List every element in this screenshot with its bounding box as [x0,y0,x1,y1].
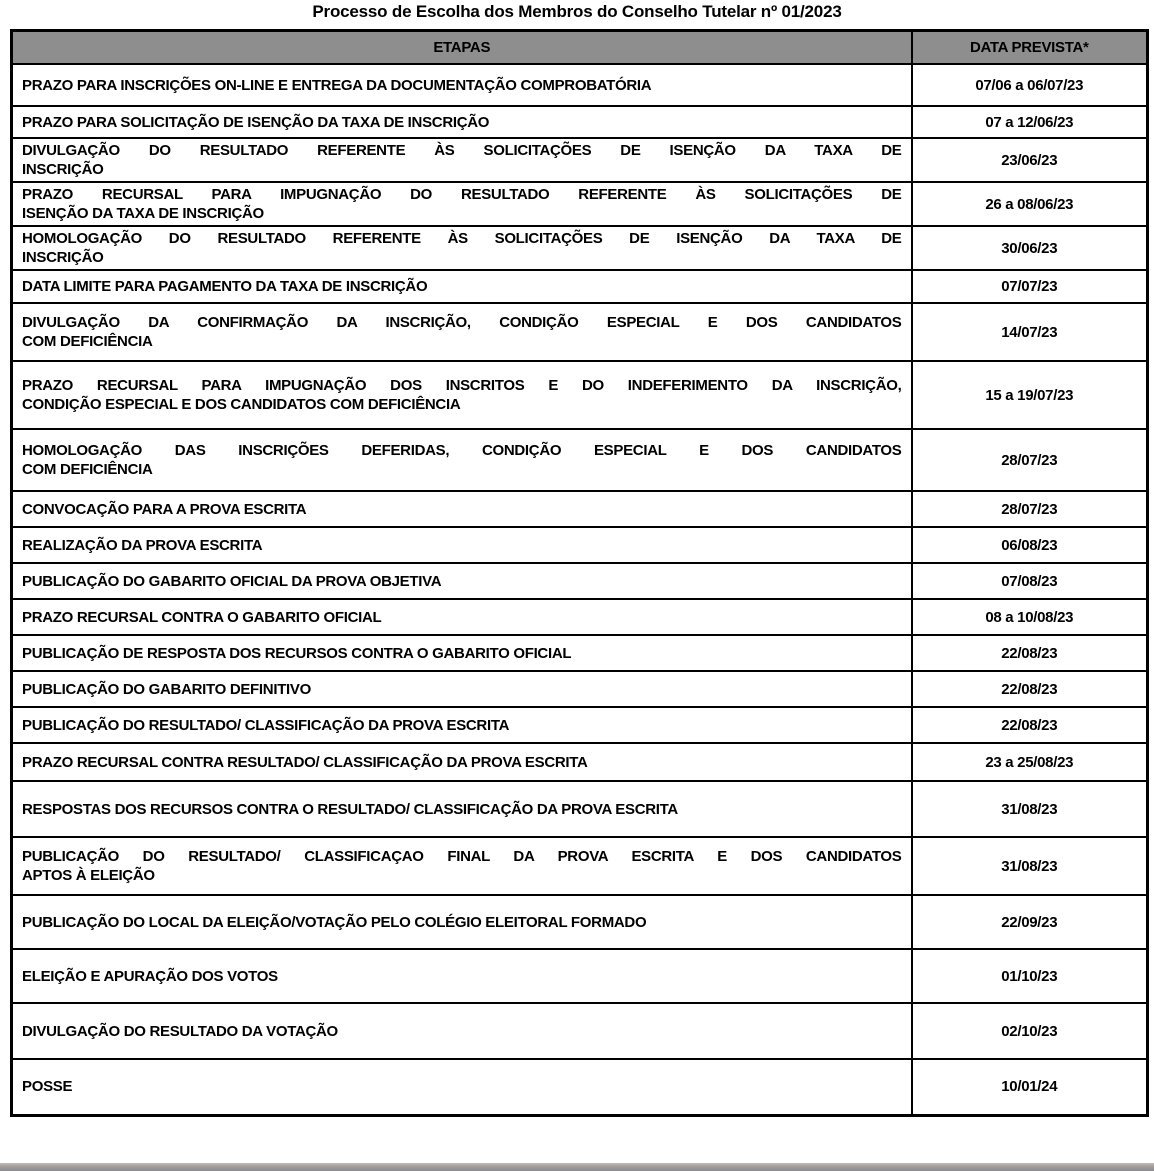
data-prevista-cell: 10/01/24 [912,1059,1148,1115]
etapa-text-line: PUBLICAÇÃO DO LOCAL DA ELEIÇÃO/VOTAÇÃO PELO COLÉGIO ELEITORAL FORMADO [22,913,647,931]
etapa-text-line: PUBLICAÇÃO DO GABARITO DEFINITIVO [22,680,311,698]
etapa-text-line: PUBLICAÇÃO DO GABARITO OFICIAL DA PROVA OBJETIVA [22,572,442,590]
etapa-cell [12,361,912,429]
table-row [12,1059,1148,1115]
data-prevista-cell: 22/08/23 [912,635,1148,671]
etapa-cell [12,226,912,270]
data-prevista-cell: 22/08/23 [912,671,1148,707]
data-prevista-cell: 22/09/23 [912,895,1148,949]
data-prevista-cell: 02/10/23 [912,1003,1148,1059]
etapa-cell [12,491,912,527]
schedule-table-body [12,64,1148,1115]
etapa-cell [12,671,912,707]
data-prevista-cell: 26 a 08/06/23 [912,182,1148,226]
etapa-cell [12,1059,912,1115]
data-prevista-cell: 31/08/23 [912,837,1148,895]
data-prevista-cell: 14/07/23 [912,303,1148,361]
etapa-text-line: APTOS À ELEIÇÃO [22,867,155,884]
etapa-text-line: CONVOCAÇÃO PARA A PROVA ESCRITA [22,500,307,518]
page-title: Processo de Escolha dos Membros do Conselho Tutelar nº 01/2023 [312,2,842,21]
etapa-cell [12,635,912,671]
etapa-text-line: PUBLICAÇÃO DE RESPOSTA DOS RECURSOS CONTRA O GABARITO OFICIAL [22,644,572,662]
etapa-cell [12,270,912,303]
data-prevista-cell: 28/07/23 [912,491,1148,527]
etapa-text-line: INSCRIÇÃO [22,161,104,178]
etapa-text-line: DIVULGAÇÃO DA CONFIRMAÇÃO DA INSCRIÇÃO, CONDIÇÃO ESPECIAL E DOS CANDIDATOS [22,314,902,331]
etapa-text-line: ISENÇÃO DA TAXA DE INSCRIÇÃO [22,205,264,222]
column-header-data-prevista: DATA PREVISTA* [912,31,1148,65]
table-row [12,707,1148,743]
etapa-cell [12,563,912,599]
etapa-text-line: HOMOLOGAÇÃO DAS INSCRIÇÕES DEFERIDAS, CONDIÇÃO ESPECIAL E DOS CANDIDATOS [22,442,902,459]
table-row [12,895,1148,949]
table-row [12,226,1148,270]
etapa-text-line: COM DEFICIÊNCIA [22,333,153,350]
etapa-text-line: DIVULGAÇÃO DO RESULTADO DA VOTAÇÃO [22,1022,338,1040]
etapa-cell [12,949,912,1003]
etapa-cell [12,707,912,743]
data-prevista-cell: 31/08/23 [912,781,1148,837]
etapa-text-line: HOMOLOGAÇÃO DO RESULTADO REFERENTE ÀS SOLICITAÇÕES DE ISENÇÃO DA TAXA DE [22,230,902,247]
etapa-text-line: PRAZO PARA SOLICITAÇÃO DE ISENÇÃO DA TAXA DE INSCRIÇÃO [22,113,490,131]
etapa-cell [12,429,912,491]
etapa-cell [12,303,912,361]
etapa-text-line: PUBLICAÇÃO DO RESULTADO/ CLASSIFICAÇAO FINAL DA PROVA ESCRITA E DOS CANDIDATOS [22,848,902,865]
data-prevista-cell: 07 a 12/06/23 [912,106,1148,138]
table-row [12,563,1148,599]
etapa-cell [12,1003,912,1059]
etapa-text-line: PRAZO RECURSAL CONTRA RESULTADO/ CLASSIFICAÇÃO DA PROVA ESCRITA [22,753,588,771]
etapa-cell [12,837,912,895]
data-prevista-cell: 06/08/23 [912,527,1148,563]
table-row [12,182,1148,226]
table-row [12,781,1148,837]
etapa-cell [12,599,912,635]
table-row [12,64,1148,106]
data-prevista-cell: 01/10/23 [912,949,1148,1003]
table-row [12,743,1148,781]
table-row [12,303,1148,361]
etapa-cell [12,895,912,949]
etapa-cell [12,138,912,182]
etapa-text-line: PRAZO RECURSAL PARA IMPUGNAÇÃO DOS INSCRITOS E DO INDEFERIMENTO DA INSCRIÇÃO, [22,377,902,394]
schedule-table [10,29,1149,1117]
column-header-etapas: ETAPAS [12,31,912,65]
etapa-text-line: PRAZO RECURSAL PARA IMPUGNAÇÃO DO RESULTADO REFERENTE ÀS SOLICITAÇÕES DE [22,186,902,203]
data-prevista-cell: 08 a 10/08/23 [912,599,1148,635]
etapa-text-line: PRAZO RECURSAL CONTRA O GABARITO OFICIAL [22,608,382,626]
etapa-text-line: ELEIÇÃO E APURAÇÃO DOS VOTOS [22,967,278,985]
data-prevista-cell: 23 a 25/08/23 [912,743,1148,781]
etapa-text-line: COM DEFICIÊNCIA [22,461,153,478]
table-row [12,599,1148,635]
table-row [12,671,1148,707]
etapa-text-line: POSSE [22,1078,73,1096]
table-row [12,270,1148,303]
table-row [12,106,1148,138]
data-prevista-cell: 22/08/23 [912,707,1148,743]
header-row [12,31,1148,65]
data-prevista-cell: 23/06/23 [912,138,1148,182]
table-row [12,837,1148,895]
data-prevista-cell: 07/08/23 [912,563,1148,599]
data-prevista-cell: 07/06 a 06/07/23 [912,64,1148,106]
etapa-cell [12,743,912,781]
etapa-cell [12,182,912,226]
etapa-text-line: DIVULGAÇÃO DO RESULTADO REFERENTE ÀS SOLICITAÇÕES DE ISENÇÃO DA TAXA DE [22,142,902,159]
table-row [12,635,1148,671]
table-row [12,527,1148,563]
data-prevista-cell: 07/07/23 [912,270,1148,303]
etapa-cell [12,64,912,106]
etapa-text-line: PUBLICAÇÃO DO RESULTADO/ CLASSIFICAÇÃO DA PROVA ESCRITA [22,716,510,734]
etapa-text-line: CONDIÇÃO ESPECIAL E DOS CANDIDATOS COM DEFICIÊNCIA [22,396,461,413]
bottom-bar [0,1163,1154,1171]
etapa-text-line: DATA LIMITE PARA PAGAMENTO DA TAXA DE INSCRIÇÃO [22,278,428,295]
data-prevista-cell: 30/06/23 [912,226,1148,270]
etapa-text-line: PRAZO PARA INSCRIÇÕES ON-LINE E ENTREGA DA DOCUMENTAÇÃO COMPROBATÓRIA [22,76,652,94]
table-row [12,491,1148,527]
data-prevista-cell: 28/07/23 [912,429,1148,491]
table-row [12,361,1148,429]
etapa-cell [12,106,912,138]
table-row [12,429,1148,491]
table-row [12,949,1148,1003]
etapa-text-line: RESPOSTAS DOS RECURSOS CONTRA O RESULTADO/ CLASSIFICAÇÃO DA PROVA ESCRITA [22,800,678,818]
table-row [12,1003,1148,1059]
etapa-text-line: REALIZAÇÃO DA PROVA ESCRITA [22,536,263,554]
table-row [12,138,1148,182]
etapa-cell [12,781,912,837]
etapa-cell [12,527,912,563]
etapa-text-line: INSCRIÇÃO [22,249,104,266]
data-prevista-cell: 15 a 19/07/23 [912,361,1148,429]
